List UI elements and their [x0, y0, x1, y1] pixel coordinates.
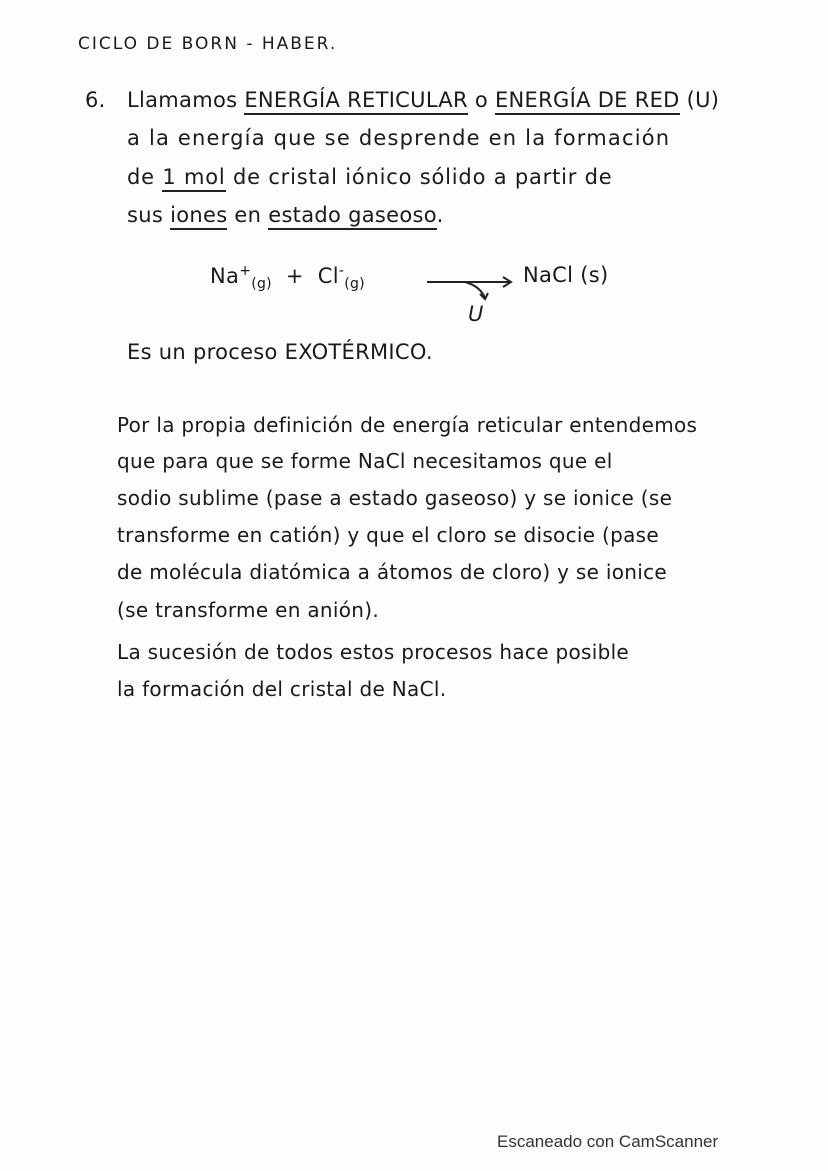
page-title: CICLO DE BORN - HABER. — [78, 34, 338, 54]
text: o — [467, 88, 495, 112]
charge: - — [338, 263, 345, 279]
paragraph-line: (se transforme en anión). — [117, 598, 379, 622]
term-iones: iones — [170, 203, 227, 230]
definition-line-4 — [127, 203, 444, 227]
exothermic-note: Es un proceso EXOTÉRMICO. — [127, 340, 433, 364]
text: en — [227, 203, 269, 227]
text: (U) — [679, 88, 720, 112]
text: sus — [127, 203, 171, 227]
scanner-watermark: Escaneado con CamScanner — [497, 1132, 719, 1151]
definition-line-1 — [127, 88, 719, 112]
text: Llamamos — [127, 88, 245, 112]
plus: + — [285, 264, 304, 288]
lattice-energy-label: U — [468, 302, 484, 326]
reaction-arrow-icon — [425, 274, 515, 304]
term-estado-gaseoso: estado gaseoso — [268, 203, 436, 230]
term-1-mol: 1 mol — [162, 165, 225, 192]
term-energia-reticular: ENERGÍA RETICULAR — [244, 88, 468, 115]
sodium: Na — [210, 264, 240, 288]
paragraph-line: transforme en catión) y que el cloro se disocie (pase — [117, 523, 659, 547]
paragraph-line: la formación del cristal de NaCl. — [117, 677, 447, 701]
paragraph-line: sodio sublime (pase a estado gaseoso) y se ionice (se — [117, 486, 673, 510]
item-number: 6. — [85, 88, 106, 112]
chlorine: Cl — [317, 264, 339, 288]
charge: + — [239, 263, 252, 279]
paragraph-line: La sucesión de todos estos procesos hace posible — [117, 640, 630, 664]
paragraph-line: de molécula diatómica a átomos de cloro) y se ionice — [117, 560, 667, 584]
definition-line-2: a la energía que se desprende en la formación — [127, 126, 671, 150]
state: (g) — [251, 276, 272, 293]
text: . — [436, 203, 444, 227]
definition-line-3 — [127, 165, 613, 189]
equation — [210, 263, 365, 292]
paragraph-line: que para que se forme NaCl necesitamos que el — [117, 449, 613, 473]
product: NaCl (s) — [523, 263, 609, 287]
term-energia-de-red: ENERGÍA DE RED — [495, 88, 680, 115]
state: (g) — [344, 276, 365, 293]
text: de cristal iónico sólido a partir de — [225, 165, 613, 189]
text: de — [127, 165, 163, 189]
paragraph-line: Por la propia definición de energía reticular entendemos — [117, 413, 698, 437]
